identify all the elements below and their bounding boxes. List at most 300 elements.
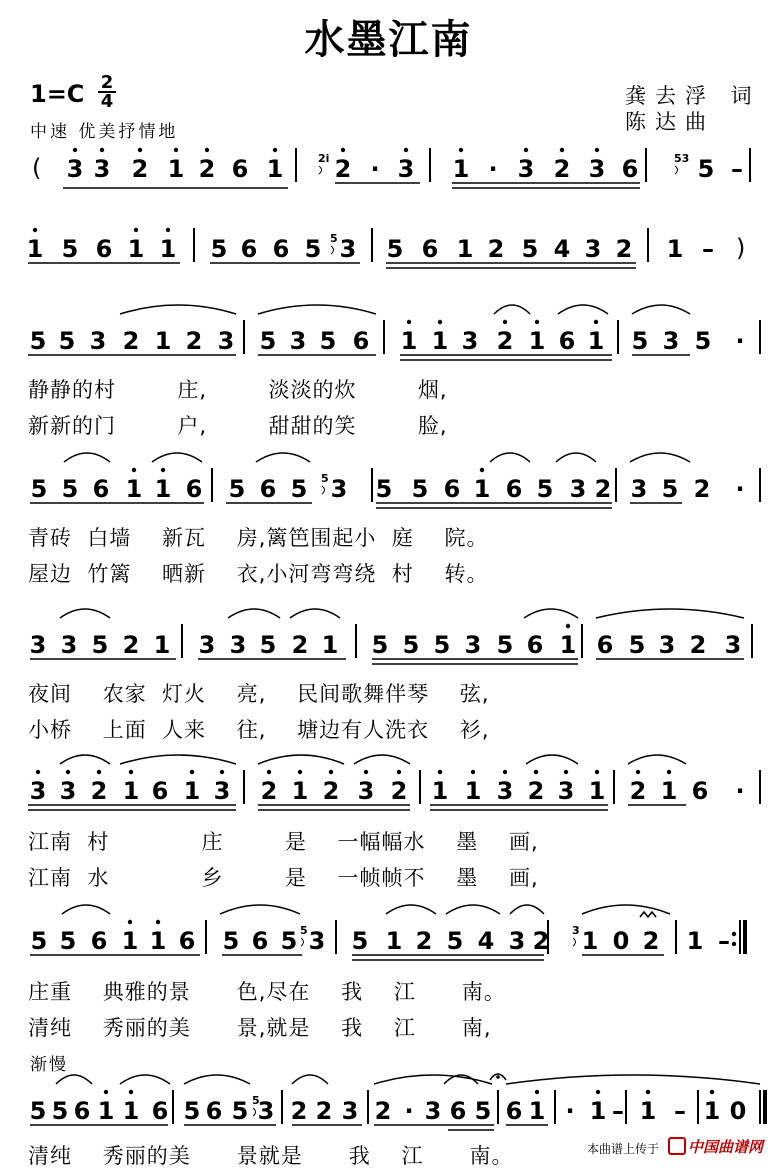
note: 3 [464, 631, 482, 659]
slur [228, 609, 280, 618]
slur [256, 453, 310, 462]
note: 1 [431, 777, 449, 805]
octave-dot [364, 770, 368, 774]
note: 5 [29, 1097, 47, 1125]
note: 1 [400, 327, 418, 355]
note: 5 [228, 475, 246, 503]
note: 2 [334, 155, 352, 183]
note: 5 [661, 475, 679, 503]
octave-dot [503, 770, 507, 774]
note: 1 [559, 631, 577, 659]
note: 1 [686, 927, 704, 955]
note: 5 [222, 927, 240, 955]
octave-dot [156, 920, 160, 924]
octave-dot [535, 1090, 539, 1094]
octave-dot [560, 148, 564, 152]
note: 3 [289, 327, 307, 355]
octave-dot [129, 1090, 133, 1094]
note: 6 [505, 1097, 523, 1125]
octave-dot [166, 228, 170, 232]
note: 3 [339, 235, 357, 263]
octave-dot [267, 770, 271, 774]
note: · [565, 1097, 575, 1125]
octave-dot [220, 770, 224, 774]
slur [258, 305, 376, 314]
slur [558, 305, 608, 314]
grace-tie [301, 938, 304, 946]
note: 2 [527, 777, 545, 805]
note: 1 [431, 327, 449, 355]
note: 1 [159, 235, 177, 263]
note: 0 [612, 927, 630, 955]
slur [258, 755, 344, 764]
note: 6 [596, 631, 614, 659]
note: 2 [532, 927, 550, 955]
octave-dot [636, 770, 640, 774]
note: 5 [411, 475, 429, 503]
grace-tie [331, 246, 334, 254]
note: 3 [658, 631, 676, 659]
note: 3 [517, 155, 535, 183]
octave-dot [104, 1090, 108, 1094]
note: 2 [90, 777, 108, 805]
note: 5 [496, 631, 514, 659]
note: 5 [351, 927, 369, 955]
note: 3 [397, 155, 415, 183]
note: 2 [291, 631, 309, 659]
slur [628, 755, 686, 764]
note: 2 [487, 235, 505, 263]
note: 2 [496, 327, 514, 355]
note: · [370, 155, 380, 183]
octave-dot [341, 148, 345, 152]
repeat-dot [732, 932, 736, 936]
note: 1 [149, 927, 167, 955]
note: 2 [642, 927, 660, 955]
grace-tie [322, 486, 325, 494]
note: 6 [259, 475, 277, 503]
note: 6 [505, 475, 523, 503]
note: 5 [402, 631, 420, 659]
slur [526, 755, 578, 764]
note: 6 [449, 1097, 467, 1125]
site-logo-text: 中国曲谱网 [688, 1138, 764, 1156]
note: 5 [259, 327, 277, 355]
note: 6 [151, 777, 169, 805]
note: 3 [557, 777, 575, 805]
note: 5 [375, 475, 393, 503]
note: · [735, 777, 745, 805]
note: 1 [660, 777, 678, 805]
note: 6 [421, 235, 439, 263]
note: 1 [456, 235, 474, 263]
slur [494, 305, 530, 314]
slur [290, 609, 340, 618]
note: 3 [461, 327, 479, 355]
note: 3 [569, 475, 587, 503]
mordent-mark [640, 912, 656, 917]
note: 6 [251, 927, 269, 955]
grace-tie [573, 938, 576, 946]
octave-dot [471, 770, 475, 774]
note: 3 [217, 327, 235, 355]
note: 4 [553, 235, 571, 263]
octave-dot [273, 148, 277, 152]
note: 5 [446, 927, 464, 955]
octave-dot [710, 1090, 714, 1094]
octave-dot [438, 770, 442, 774]
slur [556, 453, 596, 462]
grace-note: 5 [330, 232, 338, 245]
note: 3 [341, 1097, 359, 1125]
note: 5 [536, 475, 554, 503]
note: 2 [315, 1097, 333, 1125]
grace-note: 5 [252, 1094, 260, 1107]
note: 4 [477, 927, 495, 955]
note: 3 [66, 155, 84, 183]
note: 3 [584, 235, 602, 263]
slur [630, 453, 690, 462]
slur [184, 1075, 250, 1084]
octave-dot [33, 228, 37, 232]
note: 3 [630, 475, 648, 503]
slur [632, 305, 690, 314]
grace-tie [319, 166, 322, 174]
note: 1 [154, 475, 172, 503]
grace-tie [675, 166, 678, 174]
note: 2 [594, 475, 612, 503]
note: 3 [588, 155, 606, 183]
note: 3 [330, 475, 348, 503]
octave-dot [646, 1090, 650, 1094]
note: 3 [357, 777, 375, 805]
note: 5 [231, 1097, 249, 1125]
lyric-line: 静静的村 庄, 淡淡的炊 烟, [28, 378, 448, 402]
octave-dot [596, 1090, 600, 1094]
note: 3 [198, 631, 216, 659]
octave-dot [129, 770, 133, 774]
octave-dot [397, 770, 401, 774]
note: 1 [581, 927, 599, 955]
note: 3 [29, 631, 47, 659]
note: 1 [167, 155, 185, 183]
note: – [674, 1097, 686, 1125]
note: 1 [266, 155, 284, 183]
note: – [612, 1097, 624, 1125]
site-logo-icon [668, 1137, 686, 1155]
note: 3 [59, 777, 77, 805]
lyric-line: 江南 村 庄 是 一幅幅水 墨 画, [28, 830, 539, 854]
octave-dot [73, 148, 77, 152]
note: 1 [473, 475, 491, 503]
note: · [735, 475, 745, 503]
note: 5 [30, 927, 48, 955]
note: 1 [587, 327, 605, 355]
note: 5 [631, 327, 649, 355]
note: 3 [93, 155, 111, 183]
note: 2 [629, 777, 647, 805]
note: 6 [73, 1097, 91, 1125]
parenthesis: ) [736, 234, 746, 262]
note: 5 [61, 235, 79, 263]
note: 2 [122, 631, 140, 659]
note: 1 [291, 777, 309, 805]
lyric-line: 夜间 农家 灯火 亮, 民间歌舞伴琴 弦, [28, 682, 490, 706]
note: 1 [183, 777, 201, 805]
note: 3 [662, 327, 680, 355]
slur [386, 905, 436, 914]
octave-dot [132, 468, 136, 472]
note: 6 [151, 1097, 169, 1125]
octave-dot [100, 148, 104, 152]
fermata-dot [496, 1075, 500, 1079]
note: 2 [131, 155, 149, 183]
slur [374, 1075, 492, 1084]
slur [62, 905, 110, 914]
note: 1 [528, 1097, 546, 1125]
note: 6 [185, 475, 203, 503]
slur [120, 1075, 170, 1084]
note: 2 [615, 235, 633, 263]
octave-dot [36, 770, 40, 774]
octave-dot [404, 148, 408, 152]
note: 6 [558, 327, 576, 355]
note: 6 [90, 927, 108, 955]
key-signature: 1=C [30, 80, 85, 108]
slur [292, 1075, 328, 1084]
lyric-line: 青砖 白墙 新瓦 房,篱笆围起小 庭 院。 [28, 526, 489, 550]
note: 1 [153, 631, 171, 659]
note: 2 [390, 777, 408, 805]
octave-dot [298, 770, 302, 774]
note: 6 [205, 1097, 223, 1125]
note: 2 [185, 327, 203, 355]
note: 5 [386, 235, 404, 263]
grace-tie [253, 1108, 256, 1116]
note: – [718, 927, 730, 955]
note: 5 [51, 1097, 69, 1125]
note: 5 [694, 327, 712, 355]
lyric-line: 屋边 竹篱 晒新 衣,小河弯弯绕 村 转。 [28, 562, 489, 586]
grace-note: 2i [318, 152, 330, 165]
note: 5 [91, 631, 109, 659]
slur [582, 905, 670, 914]
slur [596, 609, 744, 618]
note: 5 [697, 155, 715, 183]
slur [510, 905, 544, 914]
note: 1 [528, 327, 546, 355]
octave-dot [174, 148, 178, 152]
note: 6 [443, 475, 461, 503]
note: 5 [58, 327, 76, 355]
note: 3 [213, 777, 231, 805]
note: 5 [61, 475, 79, 503]
note: 3 [60, 631, 78, 659]
slur [56, 1075, 92, 1084]
octave-dot [534, 770, 538, 774]
note: 6 [92, 475, 110, 503]
note: 1 [321, 631, 339, 659]
octave-dot [205, 148, 209, 152]
note: 3 [257, 1097, 275, 1125]
ritardando-marking: 渐慢 [30, 1055, 68, 1075]
octave-dot [190, 770, 194, 774]
note: 2 [693, 475, 711, 503]
note: 5 [210, 235, 228, 263]
slur [60, 755, 110, 764]
note: 1 [154, 327, 172, 355]
parenthesis: ( [32, 154, 42, 182]
octave-dot [134, 228, 138, 232]
note: 3 [29, 777, 47, 805]
slur [120, 755, 236, 764]
octave-dot [566, 624, 570, 628]
lyric-line: 清纯 秀丽的美 景,就是 我 江 南, [28, 1016, 492, 1040]
octave-dot [329, 770, 333, 774]
note: 5 [183, 1097, 201, 1125]
note: 5 [59, 927, 77, 955]
slur [524, 609, 578, 618]
note: 1 [26, 235, 44, 263]
octave-dot [594, 320, 598, 324]
octave-dot [438, 320, 442, 324]
note: 5 [29, 327, 47, 355]
slur [220, 905, 300, 914]
lyric-line: 新新的门 户, 甜甜的笑 脸, [28, 414, 448, 438]
octave-dot [595, 770, 599, 774]
note: 5 [280, 927, 298, 955]
note: – [702, 235, 714, 263]
grace-note: 5 [300, 924, 308, 937]
octave-dot [595, 148, 599, 152]
note: 2 [553, 155, 571, 183]
note: 3 [724, 631, 742, 659]
note: 3 [424, 1097, 442, 1125]
note: 5 [259, 631, 277, 659]
meter-top: 2 [100, 72, 114, 93]
note: 5 [521, 235, 539, 263]
tempo-marking: 中速 优美抒情地 [30, 122, 179, 142]
upload-note: 本曲谱上传于 [587, 1142, 660, 1156]
note: 5 [474, 1097, 492, 1125]
lyric-line: 庄重 典雅的景 色,尽在 我 江 南。 [28, 980, 506, 1004]
grace-note: 53 [674, 152, 690, 165]
meter-bottom: 4 [98, 91, 116, 110]
note: 3 [89, 327, 107, 355]
octave-dot [535, 320, 539, 324]
note: 1 [666, 235, 684, 263]
note: 6 [621, 155, 639, 183]
octave-dot [138, 148, 142, 152]
note: 1 [97, 1097, 115, 1125]
slur [120, 305, 236, 314]
slur [506, 1075, 760, 1084]
octave-dot [66, 770, 70, 774]
note: 6 [352, 327, 370, 355]
slur [64, 453, 110, 462]
site-logo[interactable] [668, 1136, 763, 1157]
repeat-dot [732, 942, 736, 946]
composer-credit: 陈达曲 [625, 110, 715, 134]
note: 5 [30, 475, 48, 503]
octave-dot [503, 320, 507, 324]
note: 1 [452, 155, 470, 183]
note: 5 [319, 327, 337, 355]
note: 1 [122, 1097, 140, 1125]
note: 6 [691, 777, 709, 805]
slur [490, 453, 530, 462]
slur [60, 609, 110, 618]
note: 0 [729, 1097, 747, 1125]
grace-note: 3 [572, 924, 580, 937]
note: 6 [95, 235, 113, 263]
octave-dot [128, 920, 132, 924]
note: 1 [121, 927, 139, 955]
note: 2 [415, 927, 433, 955]
note: 6 [272, 235, 290, 263]
note: 5 [433, 631, 451, 659]
note: 5 [628, 631, 646, 659]
note: 1 [588, 777, 606, 805]
note: 1 [703, 1097, 721, 1125]
note: 2 [198, 155, 216, 183]
note: 2 [689, 631, 707, 659]
note: 6 [178, 927, 196, 955]
note: 1 [589, 1097, 607, 1125]
note: · [735, 327, 745, 355]
note: · [488, 155, 498, 183]
song-title: 水墨江南 [304, 16, 473, 63]
octave-dot [459, 148, 463, 152]
note: 5 [371, 631, 389, 659]
note: 1 [125, 475, 143, 503]
note: 3 [508, 927, 526, 955]
note: 2 [122, 327, 140, 355]
octave-dot [97, 770, 101, 774]
note: · [404, 1097, 414, 1125]
octave-dot [407, 320, 411, 324]
note: – [731, 155, 743, 183]
note: 3 [496, 777, 514, 805]
note: 1 [385, 927, 403, 955]
note: 1 [122, 777, 140, 805]
octave-dot [564, 770, 568, 774]
note: 5 [304, 235, 322, 263]
note: 6 [231, 155, 249, 183]
note: 3 [229, 631, 247, 659]
note: 6 [240, 235, 258, 263]
note: 1 [639, 1097, 657, 1125]
lyric-line: 江南 水 乡 是 一帧帧不 墨 画, [28, 866, 539, 890]
note: 3 [308, 927, 326, 955]
note: 6 [526, 631, 544, 659]
note: 1 [464, 777, 482, 805]
note: 2 [322, 777, 340, 805]
octave-dot [524, 148, 528, 152]
octave-dot [480, 468, 484, 472]
note: 1 [127, 235, 145, 263]
slur [446, 905, 500, 914]
octave-dot [161, 468, 165, 472]
note: 5 [290, 475, 308, 503]
octave-dot [667, 770, 671, 774]
slur [152, 453, 202, 462]
grace-note: 5 [321, 472, 329, 485]
note: 2 [260, 777, 278, 805]
lyric-line: 清纯 秀丽的美 景就是 我 江 南。 [28, 1144, 514, 1168]
note: 2 [290, 1097, 308, 1125]
slur [354, 755, 410, 764]
